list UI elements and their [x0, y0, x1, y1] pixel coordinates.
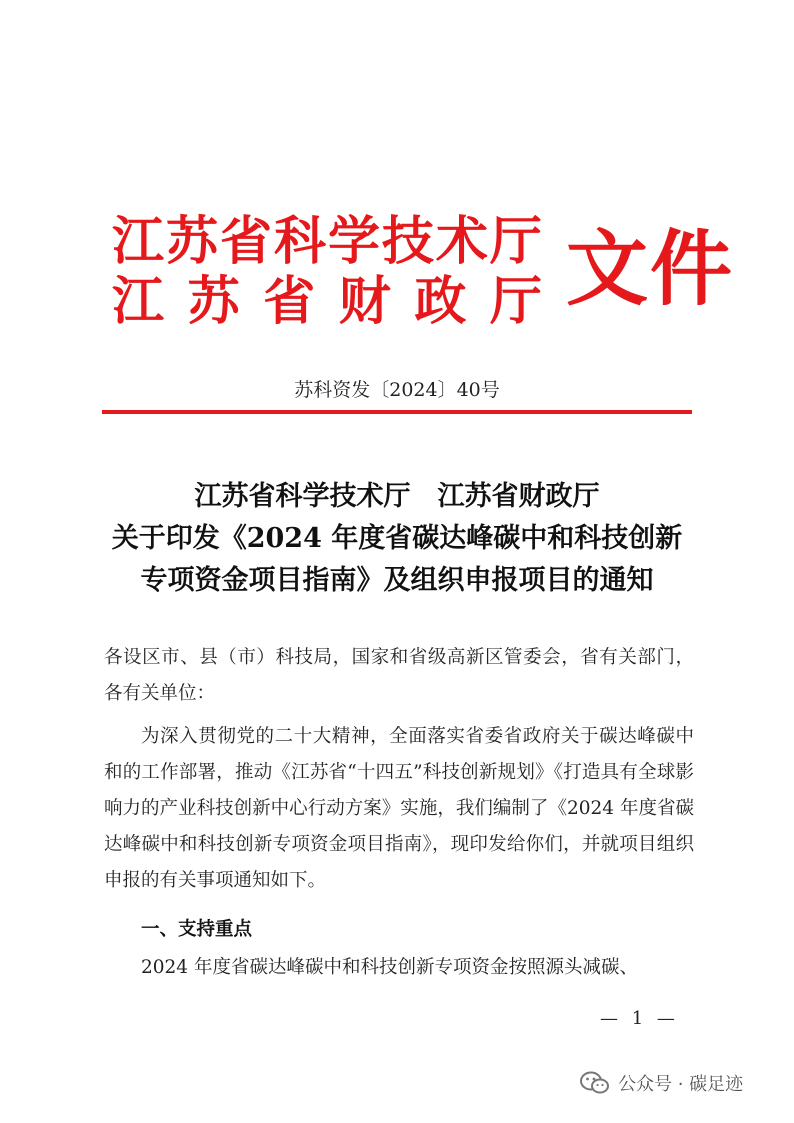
page-number: — 1 —: [600, 1008, 679, 1029]
watermark: [580, 1070, 743, 1096]
org-char: 科: [273, 212, 326, 272]
org-char: 财: [338, 272, 391, 332]
org-char: 省: [263, 272, 316, 332]
issuing-org-1: [112, 212, 542, 274]
org-char: 学: [327, 212, 380, 272]
issuing-org-2: [112, 272, 542, 334]
title-line-3: 专项资金项目指南》及组织申报项目的通知: [140, 565, 654, 596]
watermark-text: 公众号 · 碳足迹: [618, 1074, 744, 1095]
org-char: 厅: [489, 212, 542, 272]
section-heading-1: 一、支持重点: [141, 919, 253, 940]
org-char: 省: [219, 212, 272, 272]
org-char: 苏: [187, 272, 240, 332]
paragraph-1: [104, 719, 694, 899]
org-line-1: [112, 212, 542, 274]
org-char: 政: [414, 272, 467, 332]
document-type-label: 文件: [566, 222, 735, 317]
org-char: 厅: [489, 272, 542, 332]
org-line-2: [112, 272, 542, 334]
paragraph-1-text: 为深入贯彻党的二十大精神，全面落实省委省政府关于碳达峰碳中和的工作部署，推动《江苏省“十四五”科技创新规划》《打造具有全球影响力的产业科技创新中心行动方案》实施，我们编制了《2024 年度省碳达峰碳中和科技创新专项资金项目指南》，现印发给你们，并就项目组织申报的有关事项通知如下。: [104, 726, 694, 891]
wechat-icon: [580, 1070, 610, 1096]
salutation-text: 各设区市、县（市）科技局，国家和省级高新区管委会，省有关部门，各有关单位：: [104, 647, 694, 704]
org-char: 苏: [165, 212, 218, 272]
title-line-1: 江苏省科学技术厅 江苏省财政厅: [194, 481, 600, 512]
paragraph-2-text: 2024 年度省碳达峰碳中和科技创新专项资金按照源头减碳、: [141, 957, 638, 978]
org-char: 术: [435, 212, 488, 272]
red-divider-line: [102, 410, 692, 414]
org-char: 江: [112, 212, 165, 272]
paragraph-2: [104, 950, 694, 986]
salutation: [104, 640, 694, 712]
org-char: 江: [112, 272, 165, 332]
document-number: 苏科资发〔2024〕40号: [294, 379, 500, 401]
org-char: 技: [381, 212, 434, 272]
title-line-2: 关于印发《2024 年度省碳达峰碳中和科技创新: [111, 523, 683, 554]
document-title: [80, 476, 714, 602]
